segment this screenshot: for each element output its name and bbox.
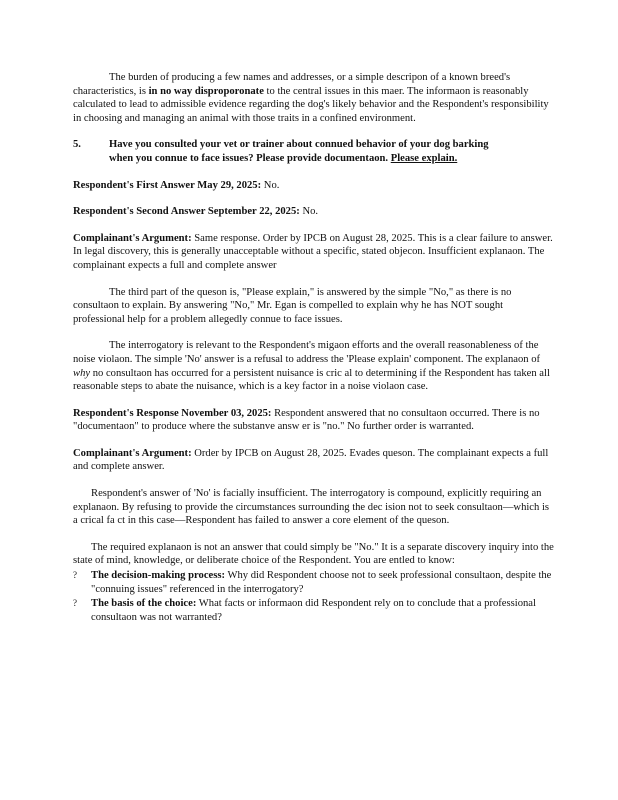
respondent-response [73, 407, 555, 434]
argument-text: Order by IPCB on August 28, 2025. Evades queson. The complainant expects a full and complete answer. [73, 447, 549, 473]
text: to the central issues in this maer. The informaon is reasonably calculated to lead to admissible evidence regarding the dog's likely behavior and the Respondent's responsibility in choosing and managing an animal with those traits in a confined environment. [73, 85, 549, 124]
paragraph-relevance [73, 339, 555, 393]
answer-label: Respondent's First Answer May 29, 2025: [73, 179, 262, 191]
document-page [73, 71, 555, 624]
answer-text: No. [261, 179, 280, 191]
text: no consultaon has occurred for a persistent nuisance is cric al to determining if the Respondent has taken all reasonable steps to abate the nuisance, which is a key factor in a noise violaon case. [73, 367, 550, 393]
answer-text: No. [299, 206, 319, 218]
bullet-item [73, 597, 555, 624]
italic-text: why [73, 367, 91, 379]
bullet-glyph: ? [73, 570, 77, 581]
complainant-argument-2 [73, 447, 555, 474]
complainant-argument-1 [73, 232, 555, 273]
question-number: 5. [73, 139, 81, 151]
question-text: Have you consulted your vet or trainer about connued behavior of your dog barking [109, 139, 489, 151]
answer-label: Respondent's Second Answer September 22, 2025: [73, 206, 300, 218]
paragraph-required-explanation: The required explanaon is not an answer that could simply be "No." It is a separate discovery inquiry into the state of mind, knowledge, or deliberate choice of the Respondent. You are entled to know: [73, 541, 554, 567]
bullet-text: Why did Respondent choose not to seek professional consultaon, despite the "connuing issues" referenced in the interrogatory? [91, 570, 552, 595]
respondent-second-answer [73, 205, 555, 219]
respondent-first-answer [73, 179, 555, 193]
argument-label: Complainant's Argument: [73, 232, 192, 244]
bullet-label: The decision-making process: [91, 570, 225, 582]
emphasis: in no way disproporonate [148, 85, 264, 97]
response-text: Respondent answered that no consultaon occurred. There is no "documentaon" to produce where the substanve answ er is "no." No further order is warranted. [73, 407, 540, 433]
question-5 [73, 138, 555, 152]
bullet-glyph: ? [73, 598, 77, 609]
paragraph-insufficient: Respondent's answer of 'No' is facially insufficient. The interrogatory is compound, explicitly requiring an explanaon. By refusing to provide the circumstances surrounding the dec ision not to seek consultaon—which is a crical fa ct in this case—Respondent has failed to answer a core element of the queson. [73, 488, 550, 527]
response-label: Respondent's Response November 03, 2025: [73, 407, 272, 419]
question-underlined: Please explain. [390, 152, 458, 164]
paragraph-third-part: The third part of the queson is, "Please explain," is answered by the simple "No," as there is no consultaon to explain. By answering "No," Mr. Egan is compelled to explain why he has NOT sought professional help for a problem allegedly connue to face issues. [73, 286, 512, 325]
paragraph-burden [73, 71, 555, 125]
question-5-line2 [73, 152, 555, 166]
bullet-text: What facts or informaon did Respondent rely on to conclude that a professional consultaon was not warranted? [91, 598, 536, 623]
argument-label: Complainant's Argument: [73, 447, 192, 459]
question-text: when you connue to face issues? Please provide documentaon. [109, 152, 391, 164]
argument-text: Same response. Order by IPCB on August 28, 2025. This is a clear failure to answer. In legal discovery, this is generally unacceptable without a specific, stated objecon. Insufficient explanaon. The complainant expects a full and complete answer [73, 232, 553, 271]
text: The burden of producing a few names and addresses, or a simple descripon of a known breed's characteristics, is [73, 72, 511, 97]
text: The interrogatory is relevant to the Respondent's migaon efforts and the overall reasonableness of the noise violaon. The simple 'No' answer is a refusal to address the 'Please explain' component. The explanaon of [73, 340, 541, 365]
bullet-item [73, 569, 555, 596]
bullet-label: The basis of the choice: [91, 598, 197, 610]
